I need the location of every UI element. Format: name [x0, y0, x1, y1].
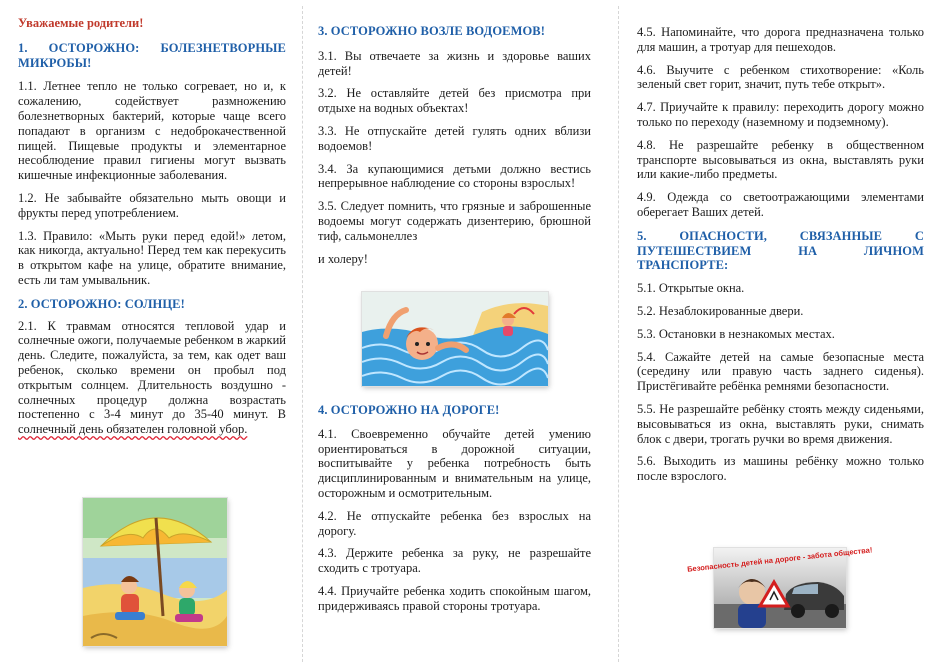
column-1 — [18, 0, 286, 437]
para-4-7: 4.7. Приучайте к правилу: переходить дорогу можно только по переходу (наземному и подземному). — [637, 100, 924, 129]
para-3-3: 3.3. Не отпускайте детей гулять одних вблизи водоемов! — [318, 123, 591, 153]
para-4-2: 4.2. Не отпускайте ребенка без взрослых на дорогу. — [318, 508, 591, 538]
para-4-5: 4.5. Напоминайте, что дорога предназначена только для машин, а тротуар для пешеходов. — [637, 25, 924, 54]
road-safety-poster — [686, 545, 873, 628]
road-safety-poster-svg — [686, 545, 873, 628]
para-4-4: 4.4. Приучайте ребенка ходить спокойным шагом, придерживаясь правой стороны тротуара. — [318, 583, 591, 613]
section-2-title: 2. ОСТОРОЖНО: СОЛНЦЕ! — [18, 296, 185, 311]
column-2-lower — [318, 403, 591, 614]
fold-line-2 — [618, 6, 619, 662]
para-1-1: 1.1. Летнее тепло не только согревает, но и, к сожалению, содействует размножению болезнетворных бактерий, которые чаще всего попадают в организм с недоброкачественной пищей. Пищевые продукты и элементарное несоблюдение правил гигиены могут вызвать кишечные инфекционные заболевания. — [18, 79, 286, 183]
para-3-5: 3.5. Следует помнить, что грязные и заброшенные водоемы могут содержать дизентерию, брюшной тиф, сальмонеллез — [318, 199, 591, 243]
section-5-title: 5. ОПАСНОСТИ, СВЯЗАННЫЕ С ПУТЕШЕСТВИЕМ НА ЛИЧНОМ ТРАНСПОРТЕ: — [637, 228, 924, 273]
para-5-4: 5.4. Сажайте детей на самые безопасные места (середину или правую часть заднего сиденья). Пристёгивайте ребёнка ремнями безопасности. — [637, 349, 924, 394]
fold-line-1 — [302, 6, 303, 662]
section-3-title: 3. ОСТОРОЖНО ВОЗЛЕ ВОДОЕМОВ! — [318, 24, 546, 38]
para-4-9: 4.9. Одежда со светоотражающими элементами оберегает Ваших детей. — [637, 190, 924, 219]
para-4-3: 4.3. Держите ребенка за руку, не разрешайте сходить с тротуара. — [318, 546, 591, 576]
beach-umbrella-illustration — [83, 498, 227, 646]
para-3-5-end: и холеру! — [318, 251, 368, 266]
para-3-1: 3.1. Вы отвечаете за жизнь и здоровье ваших детей! — [318, 48, 591, 78]
poster-caption: Безопасность детей на дороге - забота общества! — [686, 545, 873, 574]
greeting-heading: Уважаемые родители! — [18, 16, 144, 30]
para-3-2: 3.2. Не оставляйте детей без присмотра при отдыхе на водных объектах! — [318, 86, 591, 116]
section-1-title: 1. ОСТОРОЖНО: БОЛЕЗНЕТВОРНЫЕ МИКРОБЫ! — [18, 40, 286, 70]
para-5-5: 5.5. Не разрешайте ребёнку стоять между сиденьями, высовываться из окна, выставлять руки, снимать блок с двери, трогать ручки во время движения. — [637, 401, 924, 446]
para-5-6: 5.6. Выходить из машины ребёнку можно только после взрослого. — [637, 454, 924, 484]
para-2-1-text: 2.1. К травмам относятся тепловой удар и солнечные ожоги, получаемые ребенком в жаркий день. Следите, пожалуйста, за тем, как одет ваш ребенок, сколько времени он пробыл под открытым солнцем. Длительность воздушно - солнечных процедур должна возрастать постепенно с 3-4 минут до 35-40 минут. В — [18, 318, 286, 422]
para-2-1 — [18, 319, 286, 437]
para-3-4: 3.4. За купающимися детьми должно вестись непрерывное наблюдение со стороны взрослых! — [318, 161, 591, 191]
para-1-2: 1.2. Не забывайте обязательно мыть овощи и фрукты перед употреблением. — [18, 190, 286, 220]
para-4-8: 4.8. Не разрешайте ребенку в общественном транспорте высовываться из окна, выставлять руки или какие-либо предметы. — [637, 137, 924, 182]
swimming-boy-illustration — [362, 292, 548, 386]
para-5-2: 5.2. Незаблокированные двери. — [637, 303, 804, 318]
para-5-3: 5.3. Остановки в незнакомых местах. — [637, 326, 835, 341]
section-4-title: 4. ОСТОРОЖНО НА ДОРОГЕ! — [318, 403, 500, 417]
para-5-1: 5.1. Открытые окна. — [637, 281, 745, 296]
para-4-6: 4.6. Выучите с ребенком стихотворение: «Коль зеленый свет горит, значит, путь тебе открыт». — [637, 62, 924, 92]
beach-umbrella-svg — [83, 498, 227, 646]
para-2-1-underlined: солнечный день обязателен головной убор. — [18, 422, 248, 437]
swimming-boy-svg — [362, 292, 548, 386]
column-3 — [637, 0, 924, 484]
para-1-3: 1.3. Правило: «Мыть руки перед едой!» летом, как никогда, актуально! Перед тем как перекусить в открытом кафе на улице, обратите внимание, есть ли там умывальник. — [18, 228, 286, 287]
column-2 — [318, 0, 591, 266]
para-4-1: 4.1. Своевременно обучайте детей умению ориентироваться в дорожной ситуации, воспитывайте у ребенка потребность быть дисциплинированным и внимательным на улице, осторожным и осмотрительным. — [318, 426, 591, 500]
